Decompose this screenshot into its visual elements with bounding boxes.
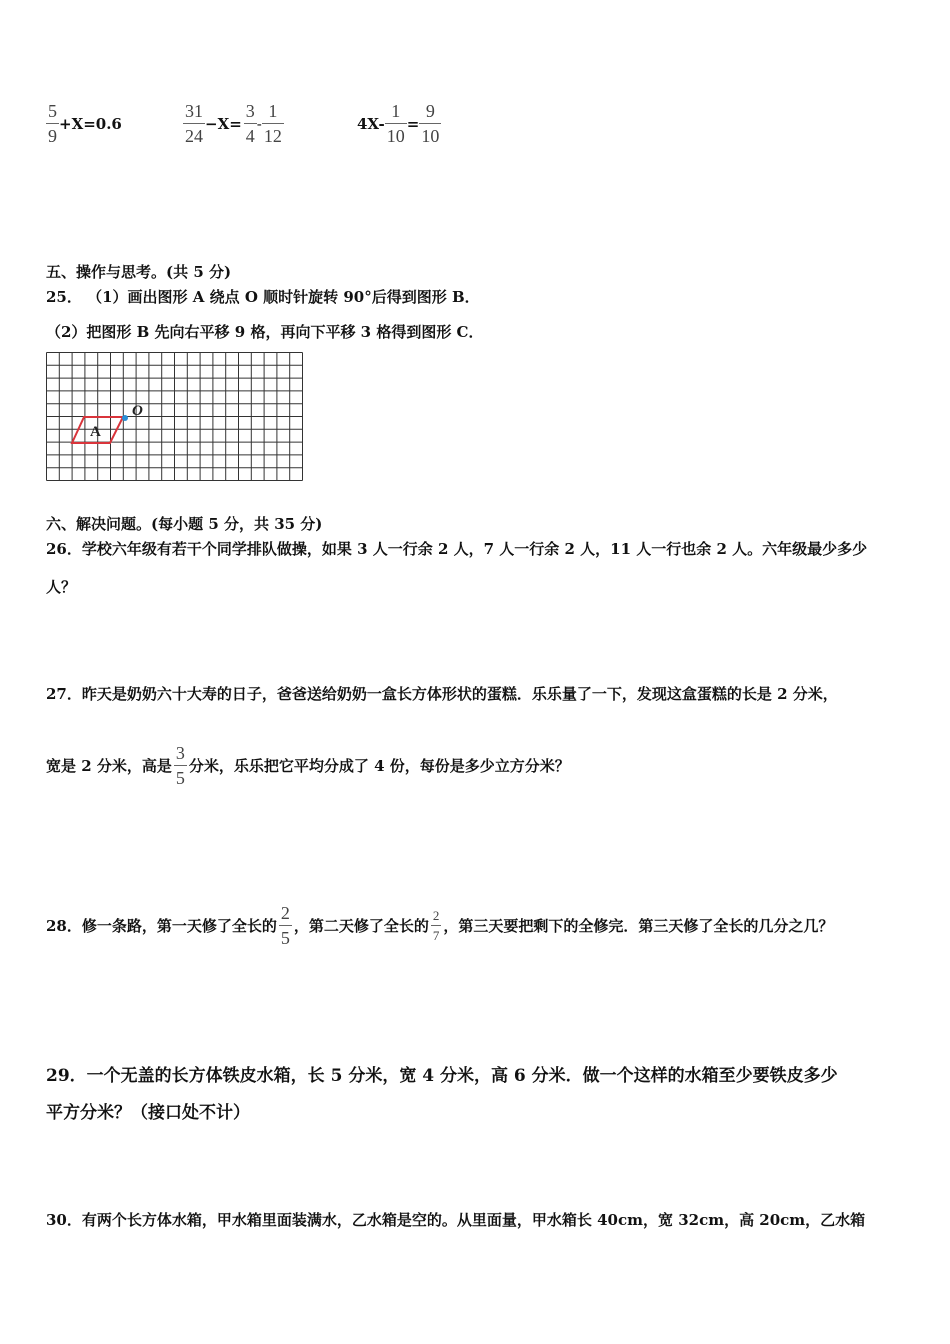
question-29-line-2: 平方分米？（接口处不计） — [46, 1103, 250, 1123]
question-27-line-1: 27．昨天是奶奶六十大寿的日子，爸爸送给奶奶一盒长方体形状的蛋糕．乐乐量了一下，发现这盒蛋糕的长是 2 分米， — [46, 685, 838, 703]
fraction: $\frac{5}{9}$ — [48, 101, 57, 146]
fraction: $\frac{1}{10}$ — [386, 101, 405, 146]
grid-figure — [46, 352, 304, 482]
fraction: $\frac{2}{7}$ — [432, 908, 440, 943]
fraction: $\frac{3}{5}$ — [175, 743, 185, 788]
question-28-text-a: 28．修一条路，第一天修了全长的 — [46, 917, 277, 935]
question-28-text-c: ，第三天要把剩下的全修完．第三天修了全长的几分之几？ — [443, 917, 834, 935]
fraction: $\frac{2}{5}$ — [280, 903, 290, 948]
question-25-line-1: 25． （1）画出图形 A 绕点 O 顺时针旋转 90°后得到图形 B． — [46, 288, 480, 306]
question-28-text-b: ，第二天修了全长的 — [293, 917, 429, 935]
question-26-line-1: 26．学校六年级有若干个同学排队做操，如果 3 人一行余 2 人，7 人一行余 2 人，11 人一行也余 2 人。六年级最少多少 — [46, 540, 868, 558]
fraction: $\frac{3}{4}$ — [245, 101, 255, 146]
question-26-line-2: 人？ — [46, 578, 77, 596]
question-27-text-a: 宽是 2 分米，高是 — [46, 757, 172, 775]
fraction: $\frac{9}{10}$ — [421, 101, 440, 146]
equation-text: 4X- — [357, 114, 385, 133]
question-28 — [46, 904, 833, 947]
equation-1 — [46, 102, 122, 145]
equation-text: +X=0.6 — [59, 114, 122, 133]
label-a: A — [90, 424, 101, 440]
section-6-title: 六、解决问题。(每小题 5 分，共 35 分) — [46, 515, 323, 533]
question-25-line-2: （2）把图形 B 先向右平移 9 格，再向下平移 3 格得到图形 C． — [46, 323, 484, 341]
fraction: $\frac{31}{24}$ — [185, 101, 203, 146]
fraction: $\frac{1}{12}$ — [263, 101, 282, 146]
question-27-text-b: 分米，乐乐把它平均分成了 4 份，每份是多少立方分米？ — [188, 757, 570, 775]
minus-sign: - — [256, 114, 262, 133]
equals-sign: = — [406, 114, 420, 133]
point-o — [122, 415, 128, 421]
equation-3 — [357, 102, 441, 145]
equation-text: −X= — [205, 114, 242, 133]
equation-2 — [183, 102, 284, 145]
label-o: O — [132, 403, 143, 419]
question-27-line-2 — [46, 744, 570, 787]
section-5-title: 五、操作与思考。(共 5 分) — [46, 263, 232, 281]
question-29-line-1: 29．一个无盖的长方体铁皮水箱，长 5 分米，宽 4 分米，高 6 分米．做一个这样的水箱至少要铁皮多少 — [46, 1066, 838, 1086]
question-30-line-1: 30．有两个长方体水箱，甲水箱里面装满水，乙水箱是空的。从里面量，甲水箱长 40cm，宽 32cm，高 20cm，乙水箱 — [46, 1211, 866, 1229]
